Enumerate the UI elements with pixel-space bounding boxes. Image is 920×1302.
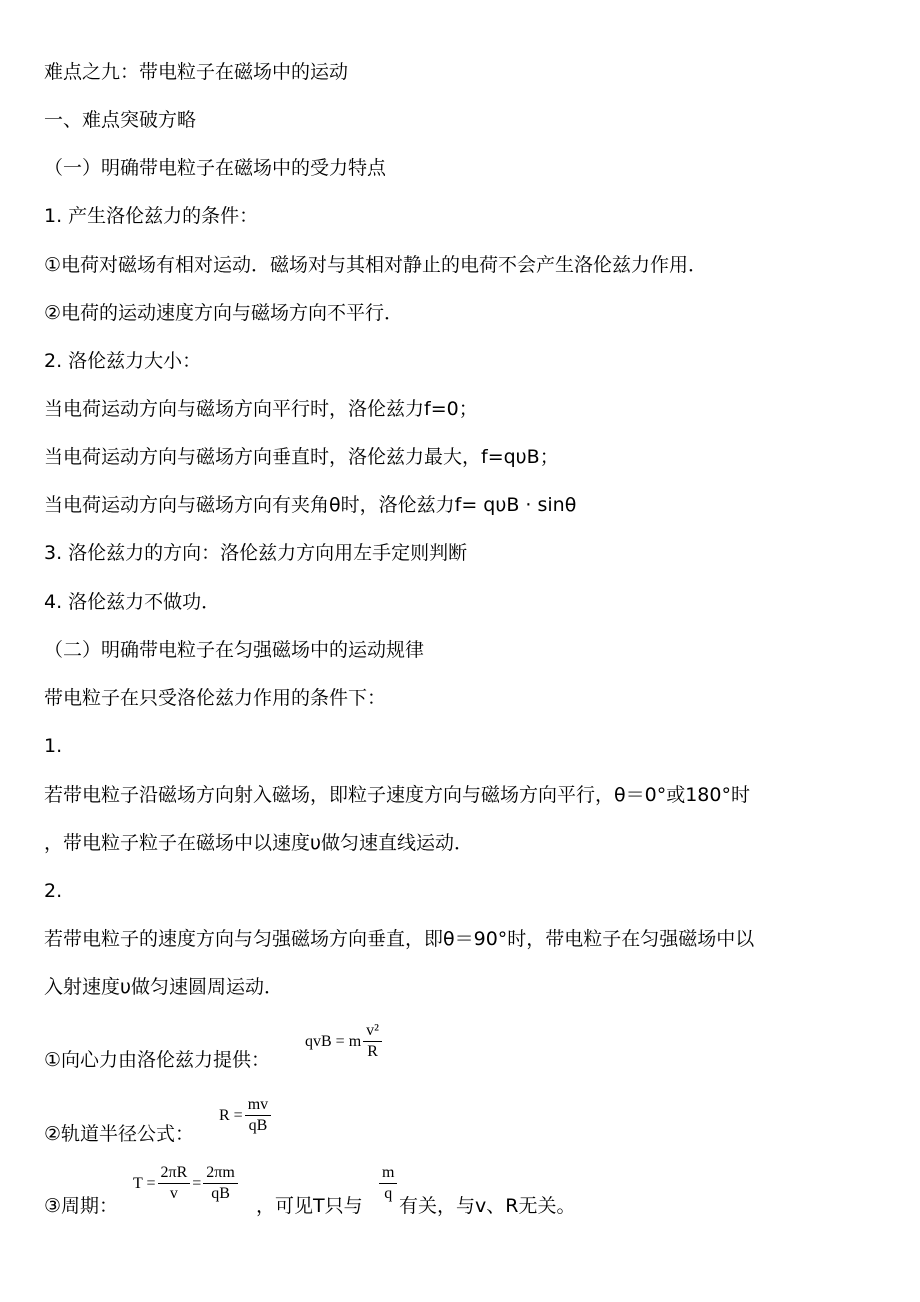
formula-2-label: ②轨道半径公式： xyxy=(44,1123,195,1145)
document-title: 难点之九：带电粒子在磁场中的运动 xyxy=(44,61,349,83)
item-lorentz-direction: 3. 洛伦兹力的方向：洛伦兹力方向用左手定则判断 xyxy=(44,542,468,564)
formula-mass-charge-ratio xyxy=(377,1164,399,1203)
item-magnitude-parallel: 当电荷运动方向与磁场方向平行时，洛伦兹力f=0； xyxy=(44,398,478,420)
formula-3-equals: = xyxy=(192,1174,202,1192)
formula-3-denominator-2: qB xyxy=(211,1185,230,1202)
formula-3-lhs: T = xyxy=(133,1174,156,1192)
formula-3-numerator-3: m xyxy=(379,1164,397,1184)
formula-2-fraction xyxy=(245,1096,271,1135)
formula-3-middle-text: ，可见T只与 xyxy=(256,1195,363,1217)
formula-3-tail-text: 有关，与v、R无关。 xyxy=(399,1195,576,1217)
item-magnitude-angle: 当电荷运动方向与磁场方向有夹角θ时，洛伦兹力f= qυB · sinθ xyxy=(44,494,577,516)
item-lorentz-magnitude-title: 2. 洛伦兹力大小： xyxy=(44,350,202,372)
formula-3-denominator-1: v xyxy=(169,1185,178,1202)
formula-1-lhs: qvB = m xyxy=(305,1032,362,1050)
formula-1-label: ①向心力由洛伦兹力提供： xyxy=(44,1049,271,1071)
formula-orbit-radius xyxy=(219,1096,273,1135)
formula-period xyxy=(133,1164,240,1203)
formula-1-numerator: v² xyxy=(363,1022,382,1042)
formula-1-fraction xyxy=(363,1022,382,1061)
formula-3-denominator-3: q xyxy=(384,1185,393,1202)
motion-intro: 带电粒子在只受洛伦兹力作用的条件下： xyxy=(44,687,387,709)
formula-2-denominator: qB xyxy=(248,1117,268,1134)
item-lorentz-condition-1: ①电荷对磁场有相对运动．磁场对与其相对静止的电荷不会产生洛伦兹力作用． xyxy=(44,254,708,276)
rule-1-line-2: ，带电粒子粒子在磁场中以速度υ做匀速直线运动． xyxy=(44,832,473,854)
section-heading: 一、难点突破方略 xyxy=(44,109,197,131)
subsection-heading-forces: （一）明确带电粒子在磁场中的受力特点 xyxy=(44,157,387,179)
subsection-heading-motion: （二）明确带电粒子在匀强磁场中的运动规律 xyxy=(44,639,425,661)
formula-2-numerator: mv xyxy=(245,1096,271,1116)
formula-centripetal-force xyxy=(305,1022,384,1061)
rule-1-number: 1. xyxy=(44,735,63,757)
rule-2-number: 2. xyxy=(44,880,63,902)
rule-1-line-1: 若带电粒子沿磁场方向射入磁场，即粒子速度方向与磁场方向平行，θ＝0°或180°时 xyxy=(44,784,750,806)
rule-2-line-2: 入射速度υ做匀速圆周运动． xyxy=(44,976,283,998)
formula-3-fraction-3 xyxy=(379,1164,397,1203)
formula-2-lhs: R = xyxy=(219,1106,243,1124)
formula-3-numerator-1: 2πR xyxy=(158,1164,191,1184)
item-lorentz-condition-2: ②电荷的运动速度方向与磁场方向不平行． xyxy=(44,302,404,324)
formula-3-fraction-2 xyxy=(203,1164,238,1203)
item-lorentz-condition-title: 1. 产生洛伦兹力的条件： xyxy=(44,205,259,227)
formula-3-fraction-1 xyxy=(158,1164,191,1203)
item-magnitude-perpendicular: 当电荷运动方向与磁场方向垂直时，洛伦兹力最大，f=qυB； xyxy=(44,446,559,468)
formula-3-numerator-2: 2πm xyxy=(203,1164,238,1184)
item-lorentz-no-work: 4. 洛伦兹力不做功． xyxy=(44,591,221,613)
formula-3-label: ③周期： xyxy=(44,1195,119,1217)
formula-1-denominator: R xyxy=(367,1043,378,1060)
rule-2-line-1: 若带电粒子的速度方向与匀强磁场方向垂直，即θ＝90°时，带电粒子在匀强磁场中以 xyxy=(44,928,755,950)
